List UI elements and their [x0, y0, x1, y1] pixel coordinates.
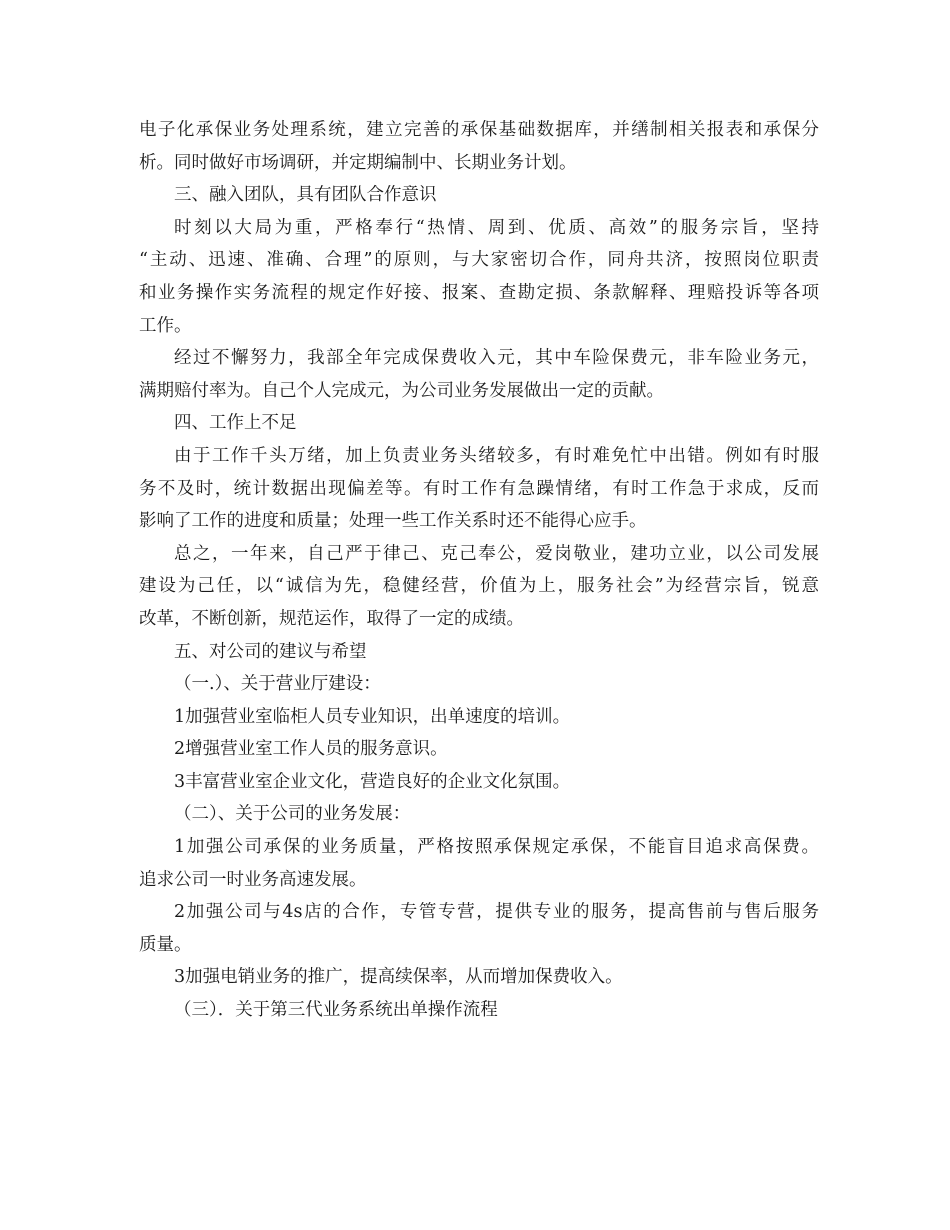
paragraph-line: 析。同时做好市场调研，并定期编制中、长期业务计划。	[139, 152, 577, 173]
paragraph-line: 1加强营业室临柜人员专业知识，出单速度的培训。	[174, 706, 571, 727]
paragraph-line: 满期赔付率为。自己个人完成元，为公司业务发展做出一定的贡献。	[139, 380, 664, 401]
paragraph-line: 改革，不断创新，规范运作，取得了一定的成绩。	[139, 608, 524, 629]
paragraph-line: “主动、迅速、准确、合理”的原则，与大家密切合作，同舟共济，按照岗位职责	[139, 250, 819, 271]
paragraph-line: （三）．关于第三代业务系统出单操作流程	[174, 1000, 498, 1021]
paragraph-line: 质量。	[139, 934, 192, 955]
paragraph-line: 时刻以大局为重，严格奉行“热情、周到、优质、高效”的服务宗旨，坚持	[174, 217, 819, 238]
paragraph-line: 务不及时，统计数据出现偏差等。有时工作有急躁情绪，有时工作急于求成，反而	[139, 478, 819, 499]
document-body	[139, 114, 819, 1027]
paragraph-line: 3加强电销业务的推广，提高续保率，从而增加保费收入。	[174, 967, 623, 988]
paragraph-line: 1加强公司承保的业务质量，严格按照承保规定承保，不能盲目追求高保费。	[174, 837, 819, 858]
paragraph-line: 经过不懈努力，我部全年完成保费收入元，其中车险保费元，非车险业务元，	[174, 348, 819, 369]
paragraph-line: 2加强公司与4s店的合作，专管专营，提供专业的服务，提高售前与售后服务	[174, 902, 819, 923]
paragraph-line: 三、融入团队，具有团队合作意识	[174, 185, 437, 206]
paragraph-line: 3丰富营业室企业文化，营造良好的企业文化氛围。	[174, 771, 571, 792]
paragraph-line: 电子化承保业务处理系统，建立完善的承保基础数据库，并缮制相关报表和承保分	[139, 120, 819, 140]
paragraph-line: 工作。	[139, 315, 192, 336]
paragraph-line: 2增强营业室工作人员的服务意识。	[174, 739, 448, 760]
paragraph-line: 由于工作千头万绪，加上负责业务头绪较多，有时难免忙中出错。例如有时服	[174, 445, 819, 466]
paragraph-line: 追求公司一时业务高速发展。	[139, 869, 367, 890]
paragraph-line: 和业务操作实务流程的规定作好接、报案、查勘定损、条款解释、理赔投诉等各项	[139, 282, 819, 303]
paragraph-line: 影响了工作的进度和质量；处理一些工作关系时还不能得心应手。	[139, 511, 647, 532]
paragraph-line: （二）、关于公司的业务发展：	[174, 804, 411, 825]
paragraph-line: 总之，一年来，自己严于律己、克己奉公，爱岗敬业，建功立业，以公司发展	[174, 543, 819, 564]
paragraph-line: 四、工作上不足	[174, 413, 297, 434]
paragraph-line: 五、对公司的建议与希望	[174, 641, 367, 662]
paragraph-line: 建设为己任，以“诚信为先，稳健经营，价值为上，服务社会”为经营宗旨，锐意	[139, 576, 819, 597]
paragraph-line: （一.）、关于营业厅建设：	[174, 674, 381, 695]
